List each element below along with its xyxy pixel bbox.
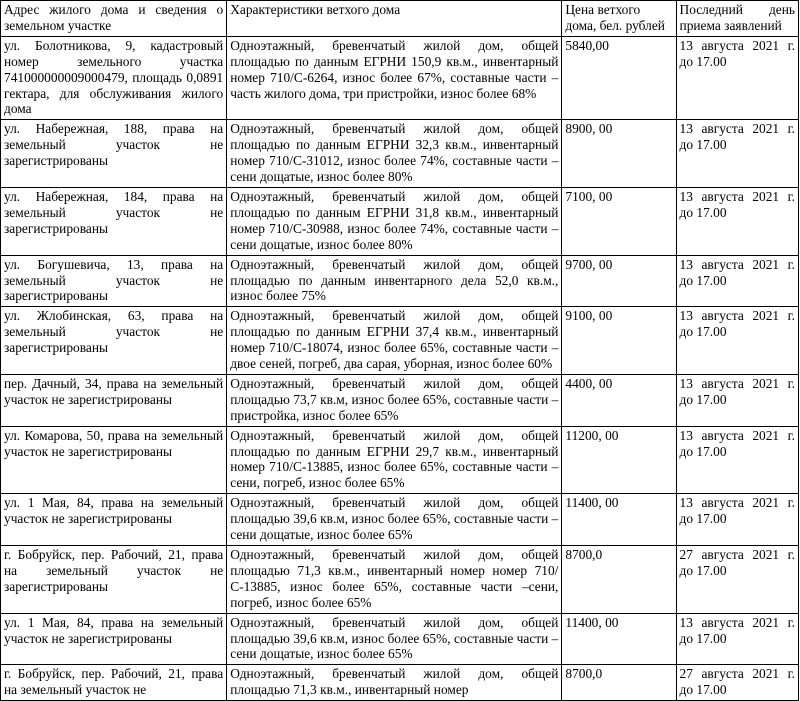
table-row xyxy=(1,120,799,188)
cell-price: 8700,0 xyxy=(562,546,676,614)
cell-address: ул. 1 Мая, 84, права на земельный участок не зарегистрированы xyxy=(1,613,227,665)
cell-price: 4400, 00 xyxy=(562,374,676,426)
cell-description: Одноэтажный, бревенчатый жилой дом, общей площадью по данным ЕГРНИ 29,7 кв.м., инвентарный номер 710/С-13885, износ более 65%, составные части –сени, погреб, износ более 65% xyxy=(227,426,562,494)
cell-address: ул. 1 Мая, 84, права на земельный участок не зарегистрированы xyxy=(1,494,227,546)
cell-deadline: 13 августа 2021 г. до 17.00 xyxy=(676,374,798,426)
cell-price: 9100, 00 xyxy=(562,307,676,375)
table-row xyxy=(1,494,799,546)
cell-deadline: 13 августа 2021 г. до 17.00 xyxy=(676,187,798,255)
table-row xyxy=(1,255,799,307)
table-header xyxy=(1,1,799,37)
cell-description: Одноэтажный, бревенчатый жилой дом, общей площадью по данным инвентарного дела 52,0 кв.м., износ более 75% xyxy=(227,255,562,307)
table-row xyxy=(1,374,799,426)
cell-deadline: 27 августа 2021 г. до 17.00 xyxy=(676,665,798,701)
cell-deadline: 27 августа 2021 г. до 17.00 xyxy=(676,546,798,614)
cell-price: 11400, 00 xyxy=(562,494,676,546)
cell-deadline: 13 августа 2021 г. до 17.00 xyxy=(676,426,798,494)
header-address: Адрес жилого дома и сведения о земельном участке xyxy=(1,1,227,37)
header-price: Цена ветхого дома, бел. рублей xyxy=(562,1,676,37)
cell-deadline: 13 августа 2021 г. до 17.00 xyxy=(676,255,798,307)
cell-price: 11200, 00 xyxy=(562,426,676,494)
cell-description: Одноэтажный, бревенчатый жилой дом, общей площадью 39,6 кв.м, износ более 65%, составные части – сени дощатые, износ более 65% xyxy=(227,494,562,546)
header-deadline: Последний день приема заявлений xyxy=(676,1,798,37)
cell-description: Одноэтажный, бревенчатый жилой дом, общей площадью 73,7 кв.м, износ более 65%, составные части – пристройка, износ более 65% xyxy=(227,374,562,426)
cell-address: ул. Богушевича, 13, права на земельный участок не зарегистрированы xyxy=(1,255,227,307)
cell-address: ул. Болотникова, 9, кадастровый номер земельного участка 741000000009000479, площадь 0,0891 гектара, для обслуживания жилого дома xyxy=(1,36,227,120)
cell-description: Одноэтажный, бревенчатый жилой дом, общей площадью по данным ЕГРНИ 37,4 кв.м., инвентарный номер 710/С-18074, износ более 65%, составные части – двое сеней, погреб, два сарая, уборная, износ более 60% xyxy=(227,307,562,375)
cell-price: 5840,00 xyxy=(562,36,676,120)
cell-address: г. Бобруйск, пер. Рабочий, 21, права на земельный участок не xyxy=(1,665,227,701)
cell-address: ул. Жлобинская, 63, права на земельный участок не зарегистрированы xyxy=(1,307,227,375)
cell-address: ул. Набережная, 184, права на земельный участок не зарегистрированы xyxy=(1,187,227,255)
cell-price: 9700, 00 xyxy=(562,255,676,307)
cell-price: 8900, 00 xyxy=(562,120,676,188)
cell-description: Одноэтажный, бревенчатый жилой дом, общей площадью по данным ЕГРНИ 31,8 кв.м., инвентарный номер 710/С-30988, износ более 74%, составные части – сени дощатые, износ более 80% xyxy=(227,187,562,255)
cell-address: ул. Набережная, 188, права на земельный участок не зарегистрированы xyxy=(1,120,227,188)
table-row xyxy=(1,426,799,494)
cell-address: г. Бобруйск, пер. Рабочий, 21, права на земельный участок не зарегистрированы xyxy=(1,546,227,614)
table-row xyxy=(1,613,799,665)
table-row xyxy=(1,307,799,375)
cell-description: Одноэтажный, бревенчатый жилой дом, общей площадью по данным ЕГРНИ 32,3 кв.м., инвентарный номер 710/С-31012, износ более 74%, составные части – сени дощатые, износ более 80% xyxy=(227,120,562,188)
cell-price: 7100, 00 xyxy=(562,187,676,255)
cell-description: Одноэтажный, бревенчатый жилой дом, общей площадью 39,6 кв.м, износ более 65%, составные части – сени дощатые, износ более 65% xyxy=(227,613,562,665)
header-description: Характеристики ветхого дома xyxy=(227,1,562,37)
cell-description: Одноэтажный, бревенчатый жилой дом, общей площадью по данным ЕГРНИ 150,9 кв.м., инвентарный номер 710/С-6264, износ более 67%, составные части – часть жилого дома, три пристройки, износ более 68% xyxy=(227,36,562,120)
table-body xyxy=(1,36,799,700)
cell-deadline: 13 августа 2021 г. до 17.00 xyxy=(676,613,798,665)
cell-description: Одноэтажный, бревенчатый жилой дом, общей площадью 71,3 кв.м., инвентарный номер номер 710/С-13885, износ более 65%, составные части –сени, погреб, износ более 65% xyxy=(227,546,562,614)
table-row xyxy=(1,36,799,120)
cell-address: пер. Дачный, 34, права на земельный участок не зарегистрированы xyxy=(1,374,227,426)
cell-deadline: 13 августа 2021 г. до 17.00 xyxy=(676,36,798,120)
cell-price: 8700,0 xyxy=(562,665,676,701)
table-row xyxy=(1,665,799,701)
cell-price: 11400, 00 xyxy=(562,613,676,665)
cell-address: ул. Комарова, 50, права на земельный участок не зарегистрированы xyxy=(1,426,227,494)
table-row xyxy=(1,546,799,614)
cell-deadline: 13 августа 2021 г. до 17.00 xyxy=(676,307,798,375)
cell-description: Одноэтажный, бревенчатый жилой дом, общей площадью 71,3 кв.м., инвентарный номер xyxy=(227,665,562,701)
cell-deadline: 13 августа 2021 г. до 17.00 xyxy=(676,120,798,188)
cell-deadline: 13 августа 2021 г. до 17.00 xyxy=(676,494,798,546)
table-header-row xyxy=(1,1,799,37)
table-row xyxy=(1,187,799,255)
